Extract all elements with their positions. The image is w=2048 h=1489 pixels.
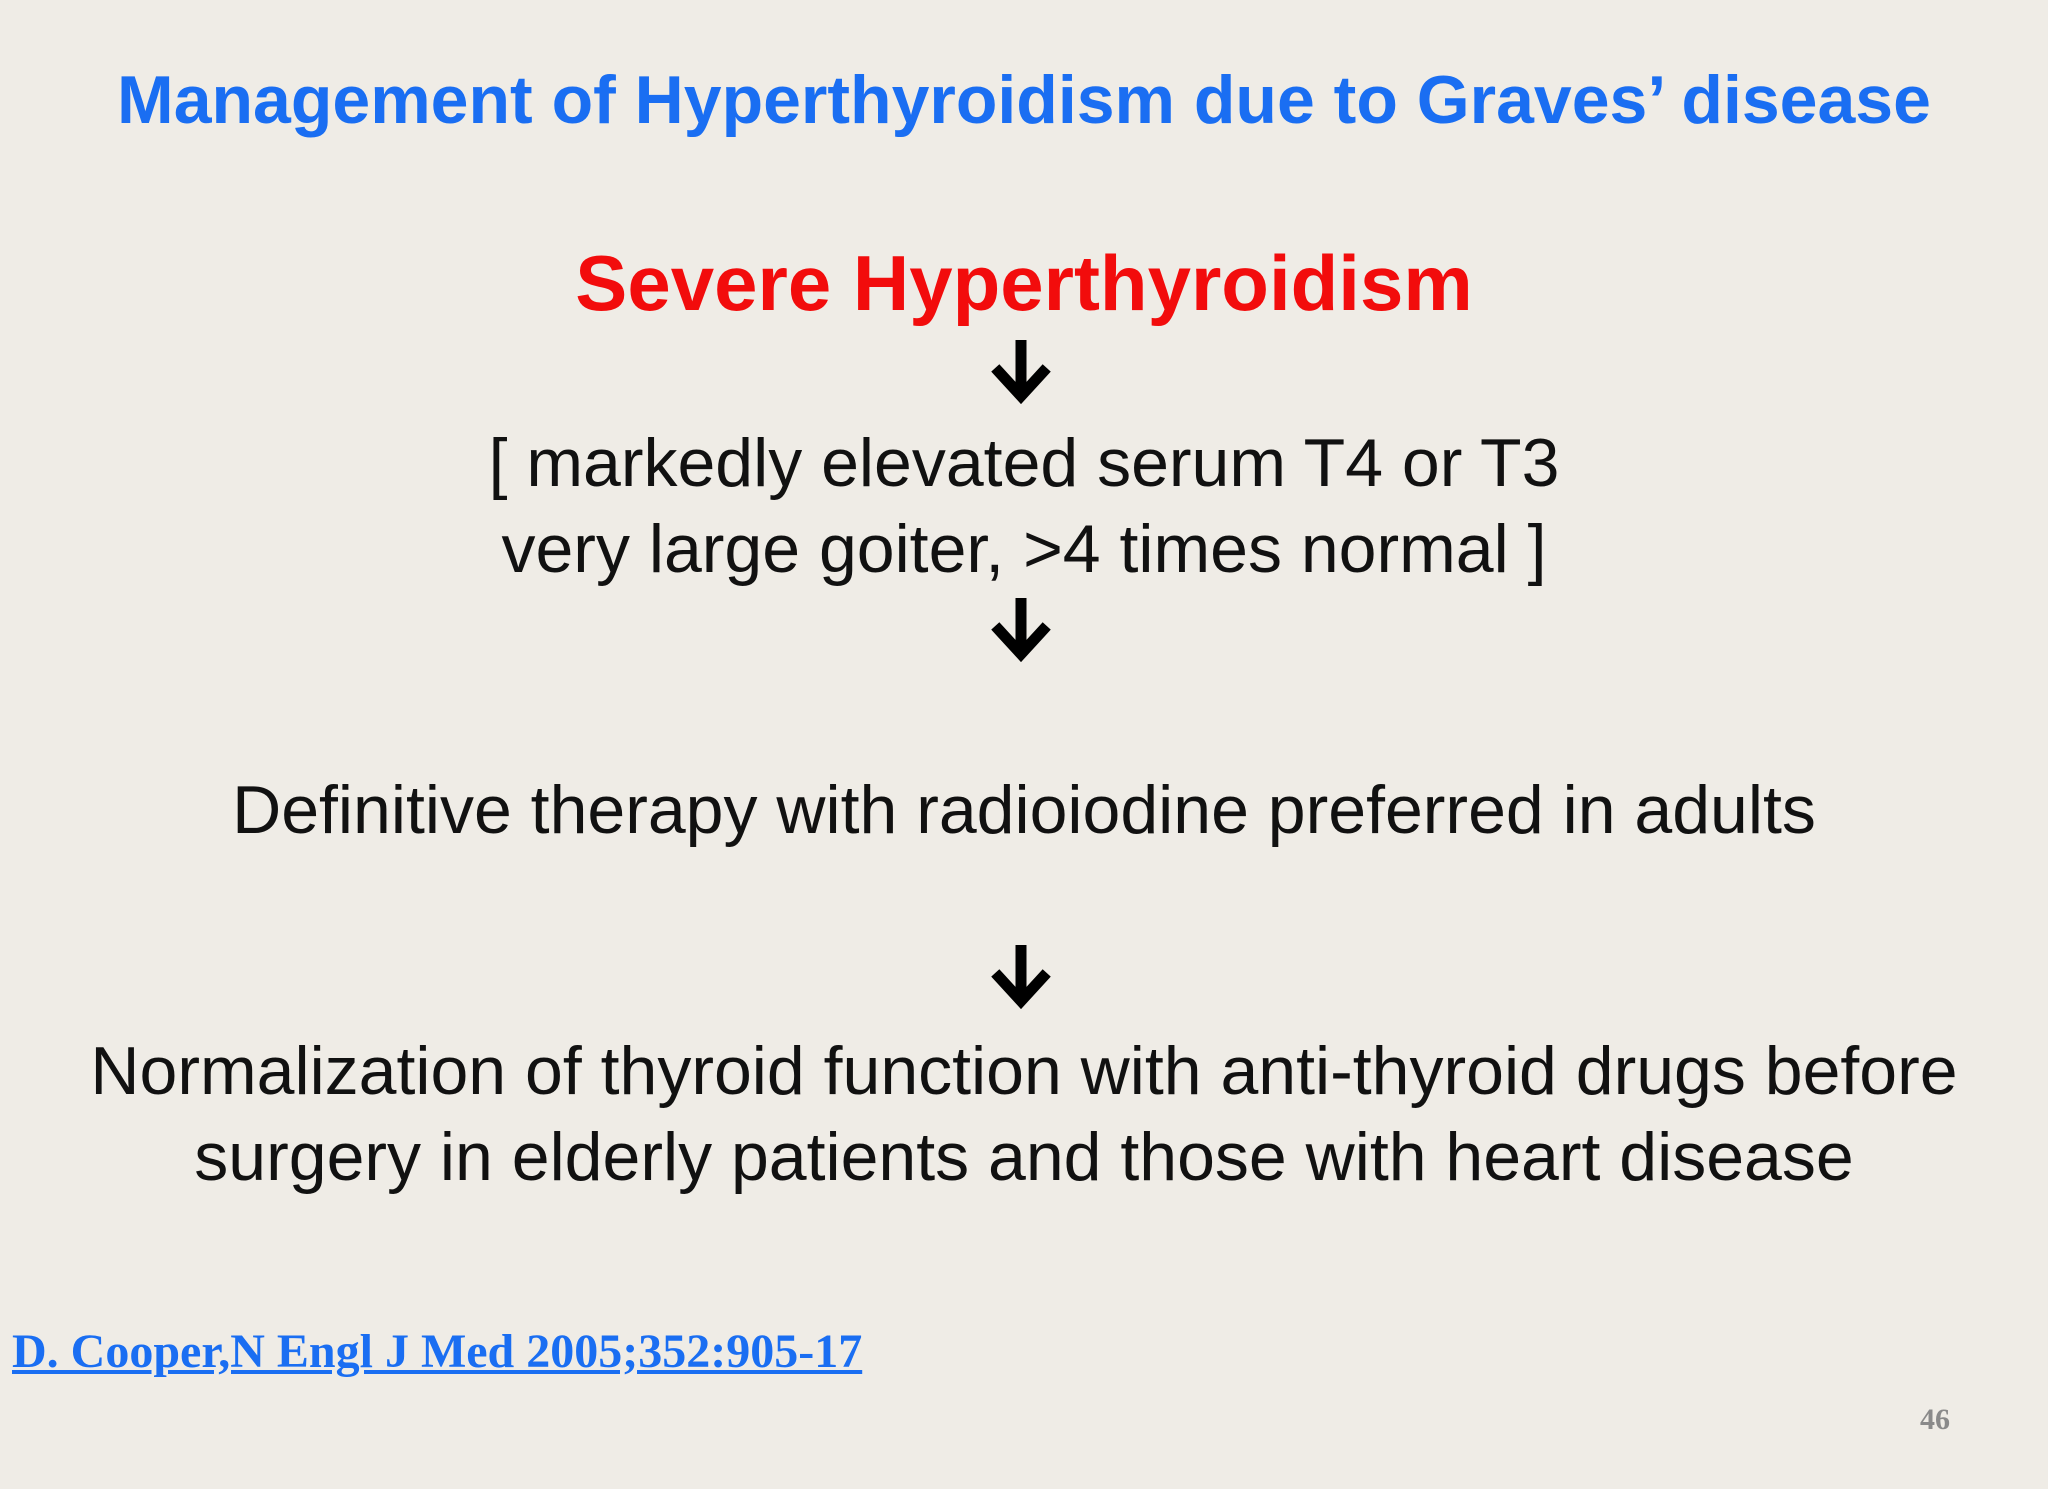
criteria-line-1: [ markedly elevated serum T4 or T3	[488, 425, 1560, 501]
arrow-down-icon	[991, 945, 1051, 1009]
criteria-line-2: very large goiter, >4 times normal ]	[501, 511, 1547, 587]
slide-title: Management of Hyperthyroidism due to Graves’ disease	[117, 62, 1931, 138]
citation-link[interactable]: D. Cooper,N Engl J Med 2005;352:905-17	[12, 1325, 863, 1378]
normalization-line-1: Normalization of thyroid function with anti-thyroid drugs before	[90, 1033, 1958, 1109]
criteria-text	[0, 420, 2048, 592]
normalization-line-2: surgery in elderly patients and those with heart disease	[194, 1119, 1854, 1195]
arrow-down-icon	[991, 340, 1051, 404]
severe-hyperthyroidism-heading: Severe Hyperthyroidism	[575, 239, 1473, 327]
normalization-text	[0, 1028, 2048, 1200]
page-number: 46	[1920, 1403, 1950, 1436]
therapy-text: Definitive therapy with radioiodine preferred in adults	[232, 772, 1816, 848]
arrow-down-icon	[991, 598, 1051, 662]
